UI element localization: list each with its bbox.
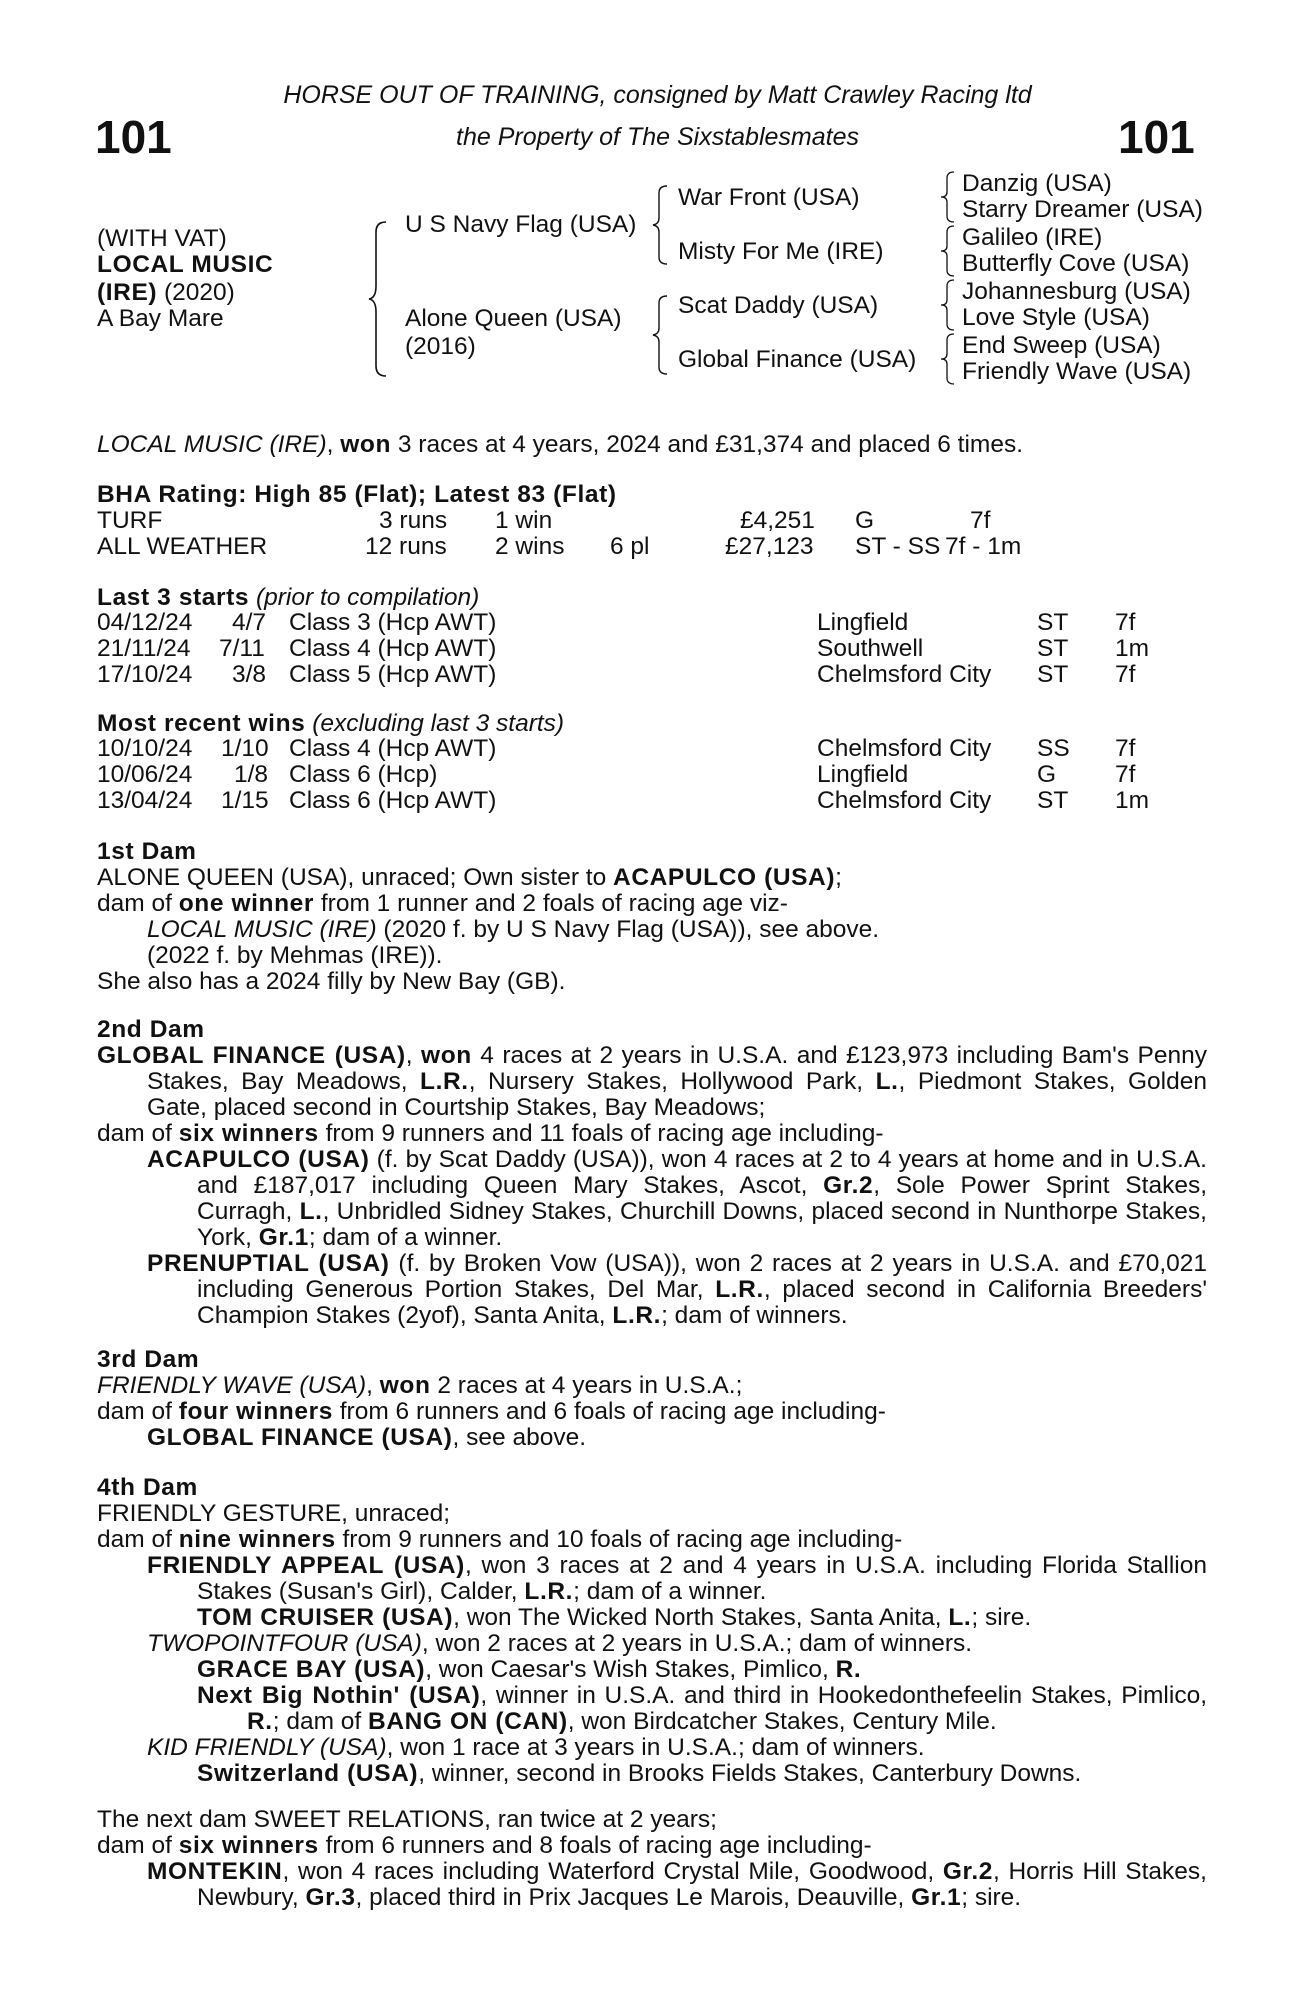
pedigree-dam: Alone Queen (USA)	[405, 305, 622, 332]
last-3-starts-title: Last 3 starts (prior to compilation)	[97, 584, 480, 611]
fourth-dam-title: 4th Dam	[97, 1474, 198, 1501]
third-dam-foal: GLOBAL FINANCE (USA), see above.	[147, 1424, 587, 1451]
fourth-dam-foal: KID FRIENDLY (USA), won 1 race at 3 years in U.S.A.; dam of winners.	[147, 1734, 925, 1761]
second-dam-record: GLOBAL FINANCE (USA), won 4 races at 2 years in U.S.A. and £123,973 including Bam's Penny Stakes, Bay Meadows, L.R., Nursery Stakes, Hollywood Park, L., Piedmont Stakes, Golden Gate, placed second in Courtship Stakes, Bay Meadows;	[97, 1042, 1207, 1121]
third-dam-produce: dam of four winners from 6 runners and 6 foals of racing age including-	[97, 1398, 886, 1425]
race-summary: LOCAL MUSIC (IRE), won 3 races at 4 years, 2024 and £31,374 and placed 6 times.	[97, 431, 1024, 458]
pedigree-sire: U S Navy Flag (USA)	[405, 211, 637, 238]
third-dam-title: 3rd Dam	[97, 1346, 200, 1373]
fourth-dam-grandfoal: GRACE BAY (USA), won Caesar's Wish Stakes, Pimlico, R.	[197, 1656, 862, 1683]
first-dam-note: She also has a 2024 filly by New Bay (GB).	[97, 968, 566, 995]
horse-description: A Bay Mare	[97, 305, 224, 332]
pedigree-brace-ds	[940, 278, 956, 332]
consignment-line: HORSE OUT OF TRAINING, consigned by Matt Crawley Racing ltd	[283, 81, 1032, 109]
fourth-dam-record: FRIENDLY GESTURE, unraced;	[97, 1500, 451, 1527]
next-dam-produce: dam of six winners from 6 runners and 8 foals of racing age including-	[97, 1832, 872, 1859]
third-dam-record: FRIENDLY WAVE (USA), won 2 races at 4 years in U.S.A.;	[97, 1372, 743, 1399]
fourth-dam-produce: dam of nine winners from 9 runners and 10 foals of racing age including-	[97, 1526, 903, 1553]
start-row: 21/11/24 7/11 Class 4 (Hcp AWT) Southwell ST 1m	[97, 635, 1150, 662]
fourth-dam-grandfoal: Switzerland (USA), winner, second in Brooks Fields Stakes, Canterbury Downs.	[197, 1760, 1082, 1787]
pedigree-brace-sire	[652, 184, 670, 266]
pedigree-sds: Galileo (IRE)	[962, 224, 1103, 251]
pedigree-ddd: Friendly Wave (USA)	[962, 358, 1192, 385]
first-dam-foal: (2022 f. by Mehmas (IRE)).	[147, 942, 443, 969]
win-row: 10/06/24 1/8 Class 6 (Hcp) Lingfield G 7f	[97, 761, 1136, 788]
fourth-dam-foal: TWOPOINTFOUR (USA), won 2 races at 2 years in U.S.A.; dam of winners.	[147, 1630, 973, 1657]
next-dam-record: The next dam SWEET RELATIONS, ran twice at 2 years;	[97, 1806, 717, 1833]
next-dam-section	[97, 1807, 1207, 1911]
fourth-dam-section	[97, 1475, 1207, 1787]
vat-note: (WITH VAT)	[97, 225, 227, 252]
first-dam-produce: dam of one winner from 1 runner and 2 foals of racing age viz-	[97, 890, 788, 917]
recent-wins-table	[97, 736, 1207, 814]
pedigree-brace-main	[368, 220, 390, 378]
rating-row-all-weather: ALL WEATHER 12 runs 2 wins 6 pl £27,123 ST - SS 7f - 1m	[97, 533, 1022, 560]
pedigree-sss: Danzig (USA)	[962, 170, 1112, 197]
pedigree-dam-year: (2016)	[405, 333, 476, 360]
second-dam-produce: dam of six winners from 9 runners and 11 foals of racing age including-	[97, 1120, 884, 1147]
fourth-dam-foal: FRIENDLY APPEAL (USA), won 3 races at 2 and 4 years in U.S.A. including Florida Stallion Stakes (Susan's Girl), Calder, L.R.; dam of a winner.	[147, 1552, 1207, 1605]
pedigree-brace-dam	[652, 294, 670, 376]
pedigree-sire-dam: Misty For Me (IRE)	[678, 238, 884, 265]
pedigree-dds: End Sweep (USA)	[962, 332, 1161, 359]
rating-row-turf: TURF 3 runs 1 win £4,251 G 7f	[97, 507, 991, 534]
lot-number-left: 101	[95, 111, 172, 163]
recent-wins-title: Most recent wins (excluding last 3 starts)	[97, 710, 565, 737]
first-dam-title: 1st Dam	[97, 838, 197, 865]
property-line: the Property of The Sixstablesmates	[456, 123, 859, 151]
second-dam-foal: ACAPULCO (USA) (f. by Scat Daddy (USA)), won 4 races at 2 to 4 years at home and in U.S.A. and £187,017 including Queen Mary Stakes, Ascot, Gr.2, Sole Power Sprint Stakes, Curragh, L., Unbridled Sidney Stakes, Churchill Downs, placed second in Nunthorpe Stakes, York, Gr.1; dam of a winner.	[147, 1146, 1207, 1251]
pedigree-brace-sd	[940, 224, 956, 278]
win-row: 10/10/24 1/10 Class 4 (Hcp AWT) Chelmsford City SS 7f	[97, 735, 1136, 762]
second-dam-title: 2nd Dam	[97, 1016, 205, 1043]
pedigree-brace-ss	[940, 170, 956, 224]
third-dam-section	[97, 1347, 1207, 1451]
win-row: 13/04/24 1/15 Class 6 (Hcp AWT) Chelmsford City ST 1m	[97, 787, 1150, 814]
second-dam-foal: PRENUPTIAL (USA) (f. by Broken Vow (USA)), won 2 races at 2 years in U.S.A. and £70,021 including Generous Portion Stakes, Del Mar, L.R., placed second in California Breeders' Champion Stakes (2yof), Santa Anita, L.R.; dam of winners.	[147, 1250, 1207, 1329]
start-row: 17/10/24 3/8 Class 5 (Hcp AWT) Chelmsford City ST 7f	[97, 661, 1136, 688]
bha-rating-title: BHA Rating: High 85 (Flat); Latest 83 (Flat)	[97, 481, 617, 508]
first-dam-line: ALONE QUEEN (USA), unraced; Own sister to ACAPULCO (USA);	[97, 864, 842, 891]
pedigree-sire-sire: War Front (USA)	[678, 184, 860, 211]
fourth-dam-grandfoal: Next Big Nothin' (USA), winner in U.S.A. and third in Hookedonthefeelin Stakes, Pimlico, R.; dam of BANG ON (CAN), won Birdcatcher Stakes, Century Mile.	[197, 1682, 1207, 1735]
second-dam-section	[97, 1017, 1207, 1329]
horse-name: LOCAL MUSIC	[97, 251, 274, 278]
pedigree-dam-dam: Global Finance (USA)	[678, 346, 917, 373]
pedigree-ssd: Starry Dreamer (USA)	[962, 196, 1203, 223]
lot-number-right: 101	[1118, 111, 1195, 163]
next-dam-foal: MONTEKIN, won 4 races including Waterford Crystal Mile, Goodwood, Gr.2, Horris Hill Stakes, Newbury, Gr.3, placed third in Prix Jacques Le Marois, Deauville, Gr.1; sire.	[147, 1858, 1207, 1911]
rating-table	[97, 508, 1207, 560]
pedigree-dss: Johannesburg (USA)	[962, 278, 1191, 305]
pedigree-dsd: Love Style (USA)	[962, 304, 1150, 331]
pedigree-sdd: Butterfly Cove (USA)	[962, 250, 1190, 277]
last-3-starts-table	[97, 610, 1207, 688]
first-dam-section	[97, 839, 1207, 995]
first-dam-foal: LOCAL MUSIC (IRE) (2020 f. by U S Navy Flag (USA)), see above.	[147, 916, 880, 943]
horse-origin-year: (IRE) (2020)	[97, 279, 235, 306]
start-row: 04/12/24 4/7 Class 3 (Hcp AWT) Lingfield ST 7f	[97, 609, 1136, 636]
fourth-dam-grandfoal: TOM CRUISER (USA), won The Wicked North Stakes, Santa Anita, L.; sire.	[197, 1604, 1032, 1631]
pedigree-brace-dd	[940, 332, 956, 386]
pedigree-dam-sire: Scat Daddy (USA)	[678, 292, 879, 319]
